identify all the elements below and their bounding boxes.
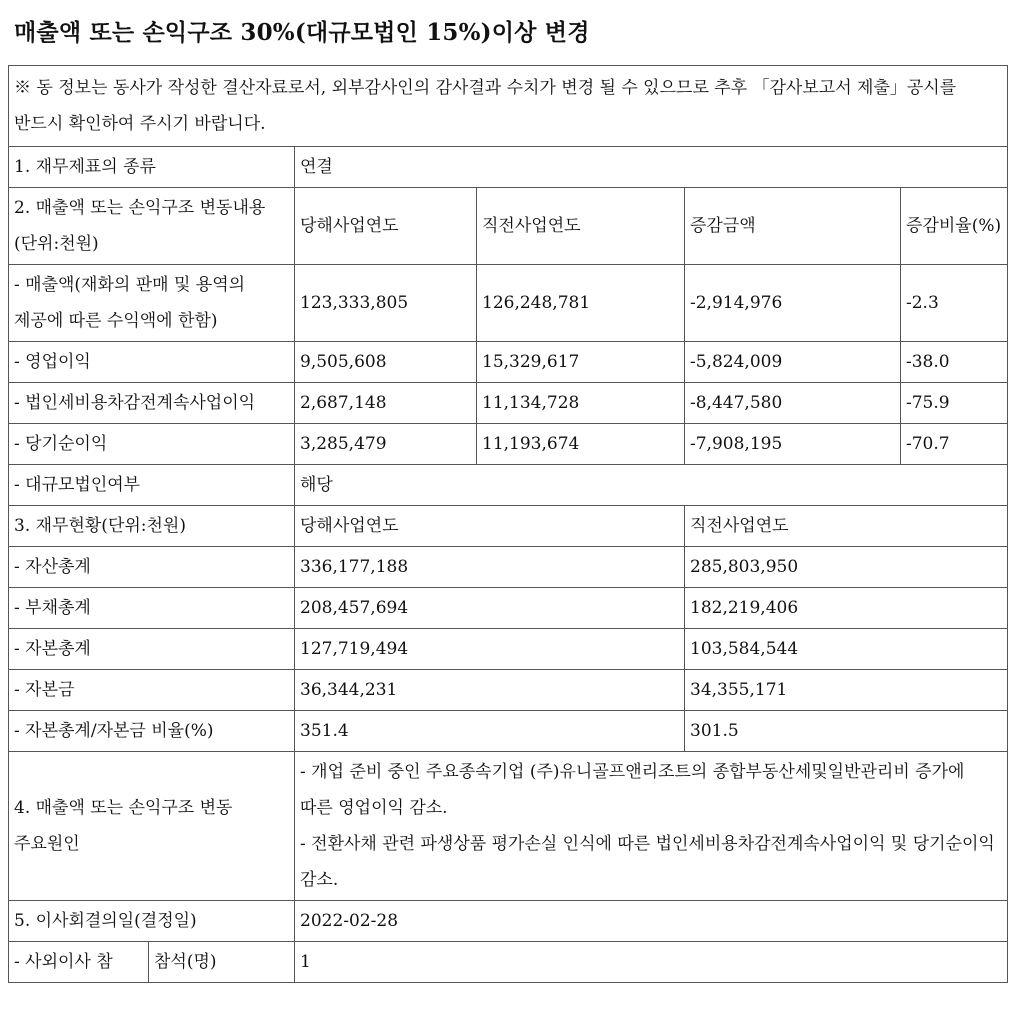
status-row-previous: 34,355,171 — [685, 670, 1008, 711]
change-row-previous: 15,329,617 — [477, 342, 685, 383]
page-title: 매출액 또는 손익구조 30%(대규모법인 15%)이상 변경 — [14, 19, 590, 46]
large-corp-value: 해당 — [295, 465, 1008, 506]
table-row — [9, 265, 1008, 342]
outside-directors-value: 1 — [295, 942, 1008, 983]
large-corp-label: - 대규모법인여부 — [9, 465, 295, 506]
status-row-current: 127,719,494 — [295, 629, 685, 670]
outside-directors-sublabel: 참석(명) — [149, 942, 295, 983]
table-row — [9, 424, 1008, 465]
cause-line-2: - 전환사채 관련 파생상품 평가손실 인식에 따른 법인세비용차감전계속사업이익 및 당기순이익 감소. — [300, 834, 995, 890]
change-row-diff: -7,908,195 — [685, 424, 901, 465]
change-row-current: 3,285,479 — [295, 424, 477, 465]
statement-type-label: 1. 재무제표의 종류 — [9, 147, 295, 188]
cause-text — [295, 752, 1008, 901]
change-row-diff: -5,824,009 — [685, 342, 901, 383]
change-row-previous: 126,248,781 — [477, 265, 685, 342]
status-row-previous: 285,803,950 — [685, 547, 1008, 588]
outside-directors-label: - 사외이사 참 — [9, 942, 149, 983]
notice-row — [9, 66, 1008, 147]
change-row-current: 2,687,148 — [295, 383, 477, 424]
status-header-previous: 직전사업연도 — [685, 506, 1008, 547]
table-row — [9, 342, 1008, 383]
change-header-current: 당해사업연도 — [295, 188, 477, 265]
change-row-previous: 11,193,674 — [477, 424, 685, 465]
notice-text: ※ 동 정보는 동사가 작성한 결산자료로서, 외부감사인의 감사결과 수치가 변경 될 수 있으므로 추후 「감사보고서 제출」공시를 반드시 확인하여 주시기 바랍니다. — [9, 66, 1008, 147]
status-row-previous: 301.5 — [685, 711, 1008, 752]
large-corp-row — [9, 465, 1008, 506]
status-row-current: 351.4 — [295, 711, 685, 752]
change-header-ratio: 증감비율(%) — [901, 188, 1008, 265]
status-row-current: 336,177,188 — [295, 547, 685, 588]
change-row-diff: -8,447,580 — [685, 383, 901, 424]
disclosure-table — [8, 65, 1008, 983]
change-row-label: - 당기순이익 — [9, 424, 295, 465]
status-header-row — [9, 506, 1008, 547]
change-header-label: 2. 매출액 또는 손익구조 변동내용(단위:천원) — [9, 188, 295, 265]
cause-line-1: - 개업 준비 중인 주요종속기업 (주)유니골프앤리조트의 종합부동산세및일반관리비 증가에 따른 영업이익 감소. — [300, 762, 965, 818]
board-date-value: 2022-02-28 — [295, 901, 1008, 942]
table-row — [9, 383, 1008, 424]
change-row-previous: 11,134,728 — [477, 383, 685, 424]
status-row-previous: 182,219,406 — [685, 588, 1008, 629]
change-row-diff: -2,914,976 — [685, 265, 901, 342]
change-row-ratio: -2.3 — [901, 265, 1008, 342]
change-row-label: - 법인세비용차감전계속사업이익 — [9, 383, 295, 424]
change-header-diff: 증감금액 — [685, 188, 901, 265]
outside-directors-row — [9, 942, 1008, 983]
status-row-label: - 자산총계 — [9, 547, 295, 588]
board-date-row — [9, 901, 1008, 942]
table-row — [9, 588, 1008, 629]
change-row-label: - 영업이익 — [9, 342, 295, 383]
change-row-current: 9,505,608 — [295, 342, 477, 383]
change-header-previous: 직전사업연도 — [477, 188, 685, 265]
status-row-current: 208,457,694 — [295, 588, 685, 629]
status-row-label: - 자본총계 — [9, 629, 295, 670]
statement-type-value: 연결 — [295, 147, 1008, 188]
cause-label: 4. 매출액 또는 손익구조 변동 주요원인 — [9, 752, 295, 901]
table-row — [9, 547, 1008, 588]
status-row-previous: 103,584,544 — [685, 629, 1008, 670]
status-row-label: - 부채총계 — [9, 588, 295, 629]
change-row-label: - 매출액(재화의 판매 및 용역의 제공에 따른 수익액에 한함) — [9, 265, 295, 342]
change-row-ratio: -70.7 — [901, 424, 1008, 465]
change-row-current: 123,333,805 — [295, 265, 477, 342]
change-row-ratio: -38.0 — [901, 342, 1008, 383]
change-header-row — [9, 188, 1008, 265]
status-header-current: 당해사업연도 — [295, 506, 685, 547]
status-row-current: 36,344,231 — [295, 670, 685, 711]
status-row-label: - 자본금 — [9, 670, 295, 711]
change-row-ratio: -75.9 — [901, 383, 1008, 424]
board-date-label: 5. 이사회결의일(결정일) — [9, 901, 295, 942]
statement-type-row — [9, 147, 1008, 188]
table-row — [9, 711, 1008, 752]
status-header-label: 3. 재무현황(단위:천원) — [9, 506, 295, 547]
table-row — [9, 670, 1008, 711]
status-row-label: - 자본총계/자본금 비율(%) — [9, 711, 295, 752]
table-row — [9, 629, 1008, 670]
cause-row — [9, 752, 1008, 901]
